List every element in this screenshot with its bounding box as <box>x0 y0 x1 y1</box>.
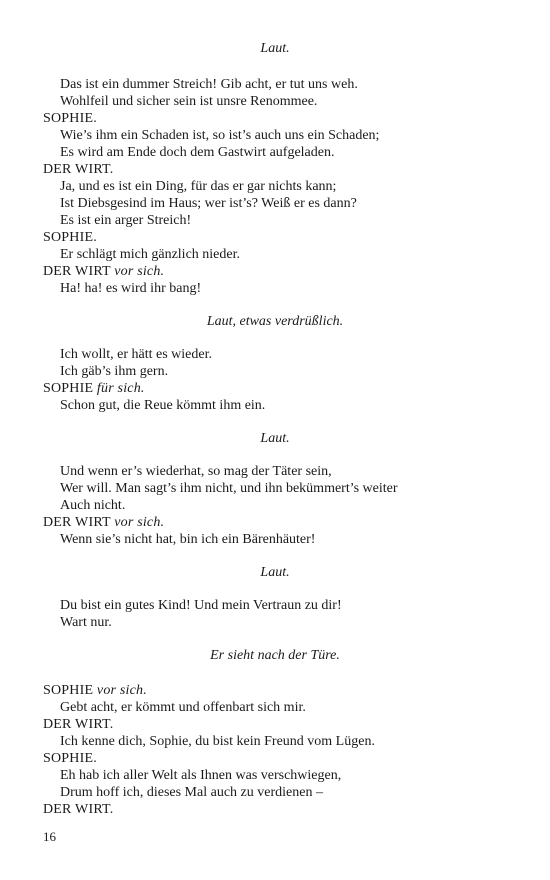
verse-line: Wie’s ihm ein Schaden ist, so ist’s auch uns ein Schaden; <box>60 128 380 143</box>
verse-line: Wohlfeil und sicher sein ist unsre Renommee. <box>60 94 318 109</box>
speaker-label: SOPHIE. <box>43 230 97 245</box>
speaker-name <box>43 514 164 531</box>
verse-line: Schon gut, die Reue kömmt ihm ein. <box>60 398 266 413</box>
verse-line: Er schlägt mich gänzlich nieder. <box>60 247 240 262</box>
speaker-name <box>43 380 145 397</box>
verse-line: Ja, und es ist ein Ding, für das er gar nichts kann; <box>60 179 337 194</box>
verse-line: Es wird am Ende doch dem Gastwirt aufgeladen. <box>60 145 335 160</box>
speaker-label: DER WIRT <box>43 515 111 530</box>
inline-stage-direction: vor sich. <box>114 515 165 530</box>
speaker-label: DER WIRT. <box>43 162 114 177</box>
stage-direction: Laut. <box>260 431 290 446</box>
verse-line: Ist Diebsgesind im Haus; wer ist’s? Weiß er es dann? <box>60 196 357 211</box>
speaker-label: SOPHIE <box>43 381 94 396</box>
stage-direction: Laut, etwas verdrüßlich. <box>206 314 344 329</box>
speaker-label: SOPHIE. <box>43 111 97 126</box>
verse-line: Und wenn er’s wiederhat, so mag der Täter sein, <box>60 464 332 479</box>
stage-direction: Er sieht nach der Türe. <box>210 648 340 663</box>
speaker-label: DER WIRT. <box>43 802 114 817</box>
verse-line: Wer will. Man sagt’s ihm nicht, und ihn bekümmert’s weiter <box>60 481 398 496</box>
inline-stage-direction: vor sich. <box>114 264 165 279</box>
verse-line: Auch nicht. <box>60 498 126 513</box>
speaker-label: DER WIRT. <box>43 717 114 732</box>
speaker-name <box>43 750 97 767</box>
speaker-label: SOPHIE. <box>43 751 97 766</box>
verse-line: Das ist ein dummer Streich! Gib acht, er tut uns weh. <box>60 77 358 92</box>
verse-line: Ich kenne dich, Sophie, du bist kein Freund vom Lügen. <box>60 734 375 749</box>
verse-line: Ich wollt, er hätt es wieder. <box>60 347 213 362</box>
stage-direction: Laut. <box>260 41 290 56</box>
speaker-name <box>43 161 113 178</box>
page-number: 16 <box>43 829 56 844</box>
speaker-name <box>43 682 147 699</box>
speaker-name <box>43 110 97 127</box>
speaker-label: SOPHIE <box>43 683 94 698</box>
speaker-name <box>43 716 113 733</box>
inline-stage-direction: für sich. <box>96 381 145 396</box>
speaker-name <box>43 263 164 280</box>
verse-line: Eh hab ich aller Welt als Ihnen was verschwiegen, <box>60 768 342 783</box>
verse-line: Es ist ein arger Streich! <box>60 213 192 228</box>
speaker-label: DER WIRT <box>43 264 111 279</box>
verse-line: Ha! ha! es wird ihr bang! <box>60 281 202 296</box>
speaker-name <box>43 801 113 818</box>
verse-line: Wart nur. <box>60 615 112 630</box>
verse-line: Gebt acht, er kömmt und offenbart sich mir. <box>60 700 306 715</box>
inline-stage-direction: vor sich. <box>96 683 147 698</box>
verse-line: Ich gäb’s ihm gern. <box>60 364 169 379</box>
speaker-name <box>43 229 97 246</box>
verse-line: Wenn sie’s nicht hat, bin ich ein Bärenhäuter! <box>60 532 316 547</box>
verse-line: Drum hoff ich, dieses Mal auch zu verdienen – <box>60 785 323 800</box>
stage-direction: Laut. <box>260 565 290 580</box>
verse-line: Du bist ein gutes Kind! Und mein Vertraun zu dir! <box>60 598 342 613</box>
